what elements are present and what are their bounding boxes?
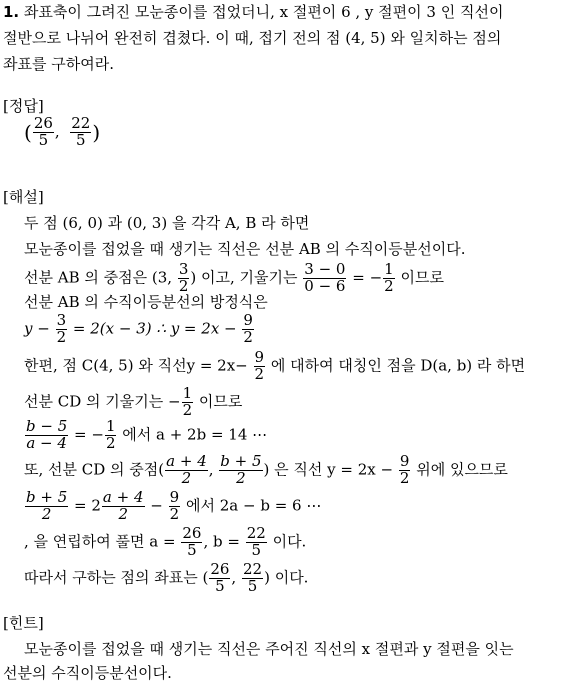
answer-y-fraction: $\frac{22}{5}$	[71, 114, 91, 149]
hint-line-2: 선분의 수직이등분선이다.	[3, 664, 172, 682]
solution-line-11: , 을 연립하여 풀면 a = $\frac{26}{5}$ , b = $\frac{22}{5}$ 이다.	[24, 524, 307, 559]
answer-x-fraction: $\frac{26}{5}$	[33, 114, 53, 149]
solution-line-10: $\frac{b + 5}{2}$ = 2 $\frac{a + 4}{2}$ − $\frac{9}{2}$ 에서 2a − b = 6 ⋯	[26, 488, 322, 523]
solution-line-4: 선분 AB 의 수직이등분선의 방정식은	[24, 293, 268, 311]
problem-line-1	[3, 5, 503, 20]
problem-text-1: 좌표축이 그려진 모눈종이를 접었더니, x 절편이 6 , y 절편이 3 인 직선이	[23, 3, 504, 21]
hint-heading: [힌트]	[3, 614, 44, 632]
problem-line-2: 절반으로 나뉘어 완전히 겹쳤다. 이 때, 접기 전의 점 (4, 5) 와 일치하는 점의	[3, 29, 502, 47]
solution-line-12: 따라서 구하는 점의 좌표는 ( $\frac{26}{5}$ , $\frac{22}{5}$ ) 이다.	[24, 560, 309, 595]
solution-line-2: 모눈종이를 접었을 때 생기는 직선은 선분 AB 의 수직이등분선이다.	[24, 240, 466, 258]
solution-line-9: 또, 선분 CD 의 중점( $\frac{a + 4}{2}$ , $\frac{b + 5}{2}$ ) 은 직선 y = 2x − $\frac{9}{2}$ 위에 있으므로	[24, 452, 508, 487]
solution-line-5: y − $\frac{3}{2}$ = 2(x − 3) ∴ y = 2x − $\frac{9}{2}$	[24, 311, 253, 346]
slope-fraction: $\frac{3 - 0}{0 - 6}$	[304, 260, 346, 295]
cd-slope-fraction: $\frac{b - 5}{a - 4}$	[26, 417, 68, 452]
solution-heading: [해설]	[3, 188, 44, 206]
answer-heading: [정답]	[3, 97, 44, 115]
solution-line-1: 두 점 (6, 0) 과 (0, 3) 을 각각 A, B 라 하면	[24, 214, 310, 232]
solution-line-3: 선분 AB 의 중점은 (3, $\frac{3}{2}$ ) 이고, 기울기는 $\frac{3 - 0}{0 - 6}$ = − $\frac{1}{2}$ 이므로	[24, 260, 444, 295]
solution-line-8: $\frac{b - 5}{a - 4}$ = − $\frac{1}{2}$ 에서 a + 2b = 14 ⋯	[26, 417, 268, 452]
answer-value: ( $\frac{26}{5}$ , $\frac{22}{5}$ )	[24, 114, 101, 149]
solution-line-6: 한편, 점 C(4, 5) 와 직선y = 2x− $\frac{9}{2}$ 에 대하여 대칭인 점을 D(a, b) 라 하면	[24, 348, 526, 383]
problem-number: 1.	[3, 3, 20, 21]
solution-line-7: 선분 CD 의 기울기는 − $\frac{1}{2}$ 이므로	[24, 384, 243, 419]
hint-line-1: 모눈종이를 접었을 때 생기는 직선은 주어진 직선의 x 절편과 y 절편을 잇는	[24, 640, 514, 658]
problem-line-3: 좌표를 구하여라.	[3, 55, 114, 73]
